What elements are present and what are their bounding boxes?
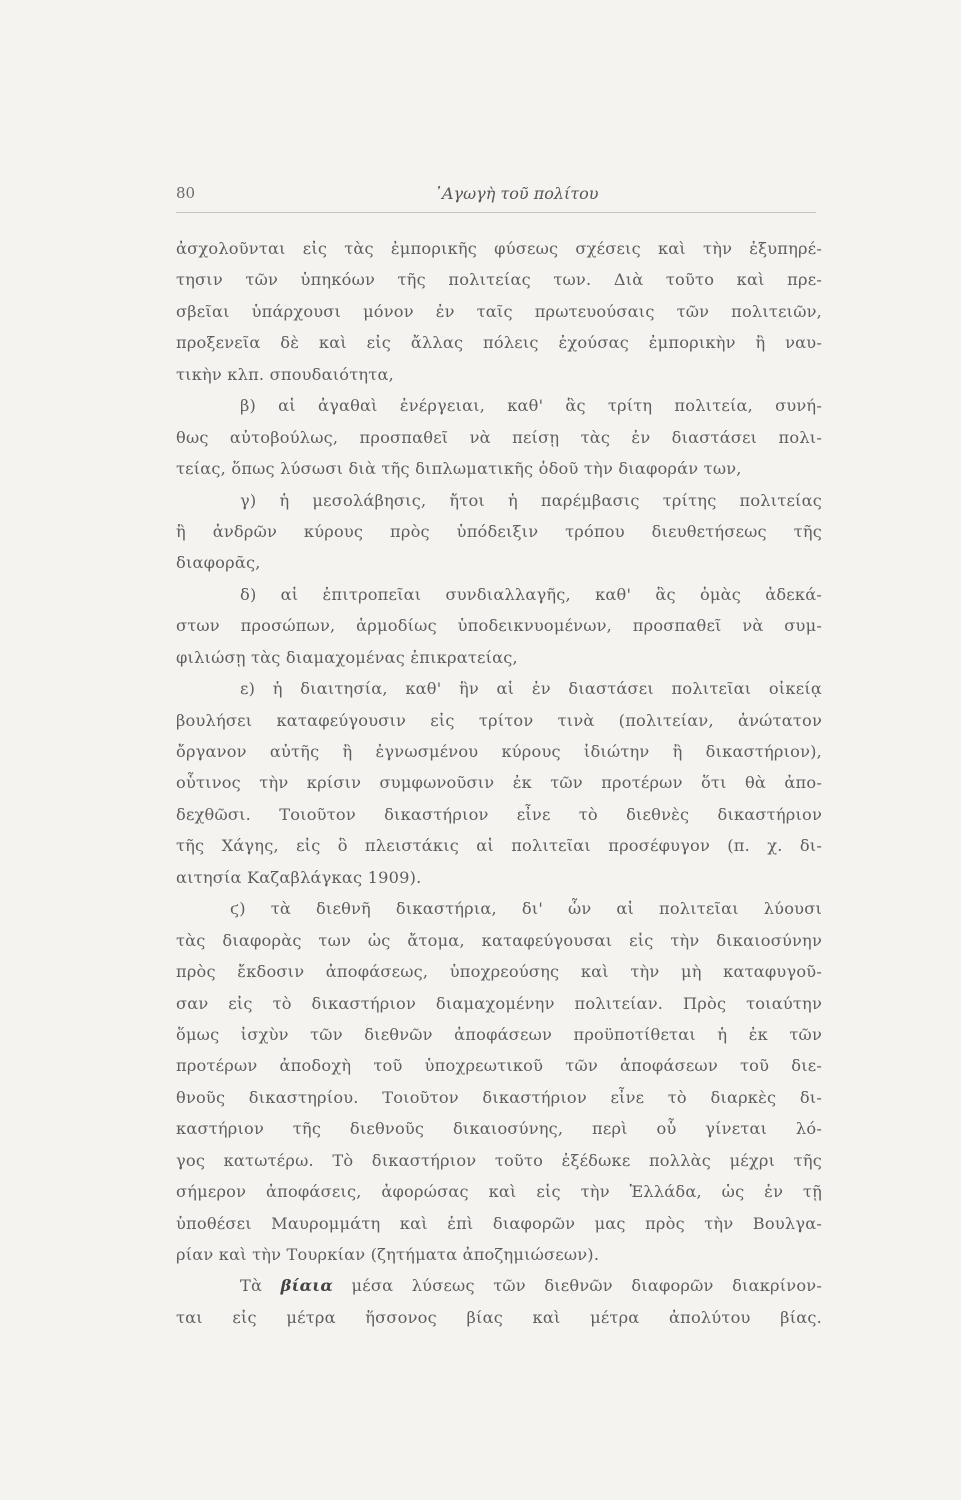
text-line: ρίαν καὶ τὴν Τουρκίαν (ζητήματα ἀποζημιώσεων).: [176, 1245, 600, 1264]
body-text: [176, 233, 822, 1333]
text-line: θως αὐτοβούλως, προσπαθεῖ νὰ πείσῃ τὰς ἐν διαστάσει πολι-: [176, 427, 822, 447]
list-item-b: β) αἱ ἀγαθαὶ ἐνέργειαι, καθ' ἃς τρίτη πολιτεία, συνή-: [240, 396, 822, 416]
text-line: σαν εἰς τὸ δικαστήριον διαμαχομένην πολιτείαν. Πρὸς τοιαύτην: [176, 993, 822, 1013]
text-line: προξενεῖα δὲ καὶ εἰς ἄλλας πόλεις ἐχούσας ἐμπορικὴν ἢ ναυ-: [176, 333, 822, 353]
list-item-f: ϛ) τὰ διεθνῆ δικαστήρια, δι' ὧν αἱ πολιτεῖαι λύουσι: [230, 899, 822, 919]
text-line: πρὸς ἔκδοσιν ἀποφάσεως, ὑποχρεούσης καὶ τὴν μὴ καταφυγοῦ-: [176, 962, 822, 982]
text-line: βουλήσει καταφεύγουσιν εἰς τρίτον τινὰ (πολιτείαν, ἀνώτατον: [176, 710, 822, 730]
text-line: τικὴν κλπ. σπουδαιότητα,: [176, 364, 394, 384]
text-line: ὅμως ἰσχὺν τῶν διεθνῶν ἀποφάσεων προϋποτίθεται ἡ ἐκ τῶν: [176, 1024, 822, 1044]
list-item-e: ε) ἡ διαιτησία, καθ' ἣν αἱ ἐν διαστάσει πολιτεῖαι οἰκείᾳ: [240, 679, 822, 699]
running-head: [176, 184, 816, 210]
text-line: οὗτινος τὴν κρίσιν συμφωνοῦσιν ἐκ τῶν προτέρων ὅτι θὰ ἀπο-: [176, 773, 822, 793]
running-title: ᾿Αγωγὴ τοῦ πολίτου: [434, 184, 599, 203]
text-line: τῆς Χάγης, εἰς ὃ πλειστάκις αἱ πολιτεῖαι προσέφυγον (π. χ. δι-: [176, 836, 822, 856]
text-line: ἢ ἀνδρῶν κύρους πρὸς ὑπόδειξιν τρόπου διευθετήσεως τῆς: [176, 521, 822, 541]
text-fragment: Τὰ: [240, 1276, 263, 1296]
text-line: διαφορᾶς,: [176, 553, 261, 573]
text-line: στων προσώπων, ἁρμοδίως ὑποδεικνυομένων, προσπαθεῖ νὰ συμ-: [176, 616, 822, 636]
page-number: 80: [176, 184, 196, 202]
text-line: ὑποθέσει Μαυρομμάτη καὶ ἐπὶ διαφορῶν μας πρὸς τὴν Βουλγα-: [176, 1213, 822, 1233]
emphasized-word: βίαια: [280, 1276, 333, 1296]
list-item-d: δ) αἱ ἐπιτροπεῖαι συνδιαλλαγῆς, καθ' ἃς ὁμὰς ἀδεκά-: [240, 584, 822, 604]
text-line: φιλιώσῃ τὰς διαμαχομένας ἐπικρατείας,: [176, 647, 518, 667]
text-line: τὰς διαφορὰς των ὡς ἄτομα, καταφεύγουσαι εἰς τὴν δικαιοσύνην: [176, 930, 822, 950]
text-line: θνοῦς δικαστηρίου. Τοιοῦτον δικαστήριον εἶνε τὸ διαρκὲς δι-: [176, 1087, 822, 1107]
text-line: καστήριον τῆς διεθνοῦς δικαιοσύνης, περὶ οὗ γίνεται λό-: [176, 1119, 822, 1139]
text-line: γος κατωτέρω. Τὸ δικαστήριον τοῦτο ἐξέδωκε πολλὰς μέχρι τῆς: [176, 1150, 822, 1170]
text-line: ὄργανον αὐτῆς ἢ ἐγνωσμένου κύρους ἰδιώτην ἢ δικαστήριον),: [176, 742, 822, 761]
text-line: αιτησία Καζαβλάγκας 1909).: [176, 867, 422, 887]
text-line: προτέρων ἀποδοχὴ τοῦ ὑποχρεωτικοῦ τῶν ἀποφάσεων τοῦ διε-: [176, 1056, 822, 1076]
text-line: σήμερον ἀποφάσεις, ἀφορώσας καὶ εἰς τὴν Ἑλλάδα, ὡς ἐν τῇ: [176, 1182, 822, 1202]
text-line: τησιν τῶν ὑπηκόων τῆς πολιτείας των. Διὰ τοῦτο καὶ πρε-: [176, 270, 822, 290]
list-item-c: γ) ἡ μεσολάβησις, ἤτοι ἡ παρέμβασις τρίτης πολιτείας: [240, 490, 822, 510]
closing-paragraph-line: [176, 1270, 822, 1301]
text-line: ἀσχολοῦνται εἰς τὰς ἐμπορικῆς φύσεως σχέσεις καὶ τὴν ἐξυπηρέ-: [176, 239, 822, 258]
text-fragment: μέσα λύσεως τῶν διεθνῶν διαφορῶν διακρίνον-: [351, 1276, 822, 1296]
text-line: δεχθῶσι. Τοιοῦτον δικαστήριον εἶνε τὸ διεθνὲς δικαστήριον: [176, 804, 822, 824]
text-line: τείας, ὅπως λύσωσι διὰ τῆς διπλωματικῆς ὁδοῦ τὴν διαφοράν των,: [176, 459, 742, 479]
text-line: σβεῖαι ὑπάρχουσι μόνον ἐν ταῖς πρωτευούσαις τῶν πολιτειῶν,: [176, 301, 822, 321]
text-line: ται εἰς μέτρα ἥσσονος βίας καὶ μέτρα ἀπολύτου βίας.: [176, 1307, 822, 1327]
header-rule: [176, 212, 816, 213]
